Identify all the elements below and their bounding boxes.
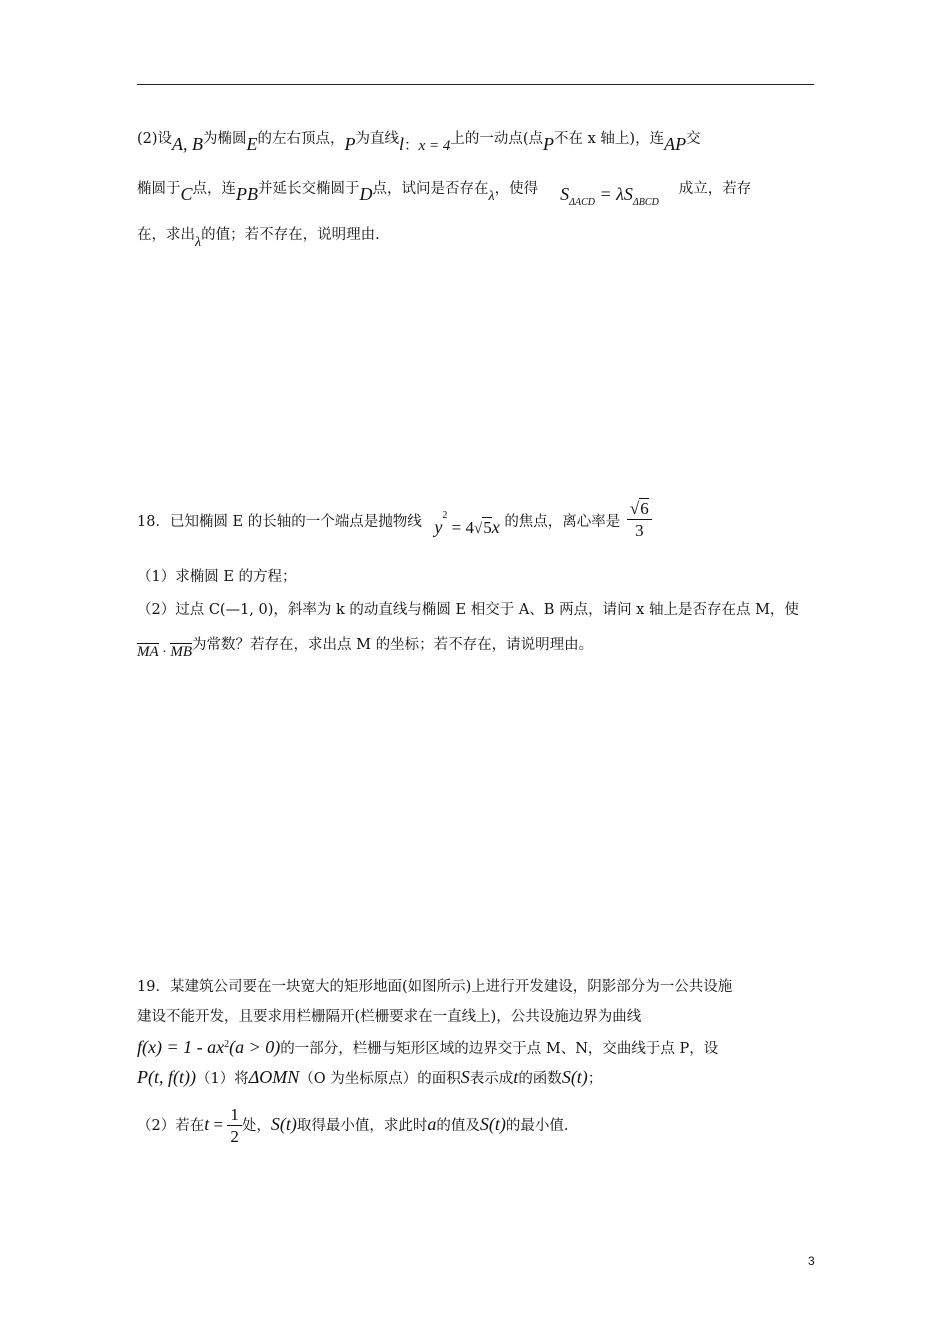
math-triangle-OMN: ΔOMN bbox=[248, 1067, 300, 1087]
math-P: P bbox=[344, 134, 356, 154]
text: 的一部分，栏栅与矩形区域的边界交于点 M、N，交曲线于点 P，设 bbox=[280, 1041, 719, 1057]
text: 的左右顶点， bbox=[257, 131, 345, 147]
text: 的最小值. bbox=[505, 1117, 569, 1134]
text: ； bbox=[587, 1071, 603, 1087]
math-subscript: ΔBCD bbox=[632, 197, 659, 208]
text: （1）将 bbox=[195, 1071, 249, 1087]
text: 成立，若存 bbox=[678, 181, 752, 197]
math-AP: AP bbox=[664, 134, 687, 154]
math-t: t bbox=[204, 1113, 210, 1134]
q17-part2-line3 bbox=[137, 227, 380, 250]
q18-line2: （1）求椭圆 E 的方程； bbox=[137, 569, 297, 585]
text: 18．已知椭圆 E 的长轴的一个端点是抛物线 bbox=[137, 513, 422, 530]
math-S: S bbox=[560, 184, 570, 204]
q18-line1: 18．已知椭圆 E 的长轴的一个端点是抛物线 $y^2 = 4√5x$ 的焦点，离心率是 $\frac{√6}{3}$ bbox=[137, 500, 652, 544]
text: 的焦点，离心率是 bbox=[504, 513, 621, 530]
math-D: D bbox=[359, 184, 373, 204]
math-superscript: 2 bbox=[442, 509, 448, 521]
math-denominator: 3 bbox=[635, 521, 644, 541]
math-PB: PB bbox=[236, 184, 259, 204]
text: 椭圆于 bbox=[137, 181, 181, 197]
q19-line5 bbox=[137, 1104, 568, 1148]
math-S-of-t: S(t) bbox=[561, 1067, 588, 1087]
text: 点，连 bbox=[192, 181, 237, 197]
math-dot: · bbox=[158, 645, 171, 660]
math-eq-lambda-S: = λS bbox=[594, 184, 633, 204]
q19-line4 bbox=[137, 1068, 602, 1087]
text: 交 bbox=[686, 131, 701, 147]
text: 的值；若不存在，说明理由. bbox=[201, 227, 380, 243]
text: 处， bbox=[241, 1117, 271, 1134]
text: 的值及 bbox=[436, 1117, 480, 1134]
text: 为常数？若存在，求出点 M 的坐标；若不存在，请说明理由。 bbox=[192, 637, 594, 653]
math-S-of-t: S(t) bbox=[479, 1113, 506, 1134]
q19-line1: 19．某建筑公司要在一块宽大的矩形地面(如图所示)上进行开发建设，阴影部分为一公共设施 bbox=[137, 979, 733, 995]
math-vector-MB: MB bbox=[170, 644, 193, 660]
math-vector-MA: MA bbox=[137, 644, 159, 660]
text: 点，试问是否存在 bbox=[372, 181, 489, 197]
text: ，使得 bbox=[494, 181, 539, 197]
text: 不在 x 轴上)，连 bbox=[554, 131, 665, 147]
q18-line3: （2）过点 C(—1, 0)，斜率为 k 的动直线与椭圆 E 相交于 A、B 两点，请问 x 轴上是否存在点 M，使 bbox=[137, 602, 799, 618]
math-eq: = bbox=[209, 1114, 228, 1134]
math-superscript: 2 bbox=[224, 1039, 230, 1051]
text: 并延长交椭圆于 bbox=[258, 181, 360, 197]
q17-part2-line1 bbox=[137, 128, 701, 154]
text: 取得最小值，求此时 bbox=[296, 1117, 428, 1134]
text: ： bbox=[404, 138, 419, 154]
math-l: l bbox=[399, 134, 405, 154]
math-lambda: λ bbox=[195, 235, 202, 250]
page-number: 3 bbox=[808, 1254, 815, 1268]
text: 的函数 bbox=[518, 1071, 562, 1087]
math-C: C bbox=[180, 184, 193, 204]
math-sqrt-5: 5 bbox=[483, 517, 492, 537]
text: （2）若在 bbox=[137, 1117, 205, 1134]
q19-line2: 建设不能开发，且要求用栏栅隔开(栏栅要求在一直线上)，公共设施边界为曲线 bbox=[137, 1009, 642, 1025]
math-S-of-t: S(t) bbox=[270, 1113, 297, 1134]
text: 为椭圆 bbox=[203, 131, 247, 147]
math-sqrt-6: 6 bbox=[640, 499, 649, 518]
q18-line4 bbox=[137, 637, 594, 660]
text: (2)设 bbox=[137, 131, 173, 147]
q19-line3 bbox=[137, 1038, 718, 1057]
math-AB: A, B bbox=[172, 134, 204, 154]
math-t: t bbox=[513, 1067, 519, 1087]
math-condition: (a > 0) bbox=[229, 1037, 281, 1057]
math-P: P bbox=[543, 134, 555, 154]
math-y: y bbox=[434, 516, 443, 537]
text: 表示成 bbox=[469, 1071, 514, 1087]
header-rule bbox=[137, 84, 814, 85]
math-x: x bbox=[491, 516, 500, 537]
eccentricity-fraction: $\frac{√6}{3}$ bbox=[627, 498, 652, 542]
math-x-eq-4: x = 4 bbox=[418, 138, 451, 154]
math-f-of-x: f(x) = 1 - ax bbox=[137, 1037, 225, 1057]
one-half-fraction bbox=[227, 1104, 242, 1148]
math-S: S bbox=[460, 1067, 470, 1087]
text: （O 为坐标原点）的面积 bbox=[299, 1071, 461, 1087]
math-denominator: 2 bbox=[230, 1127, 239, 1147]
text: 在，求出 bbox=[137, 227, 195, 243]
math-E: E bbox=[246, 134, 258, 154]
math-subscript: ΔACD bbox=[569, 197, 595, 208]
text: 为直线 bbox=[355, 131, 400, 147]
math-numerator: 1 bbox=[227, 1104, 242, 1126]
math-P-t-ft: P(t, f(t)) bbox=[137, 1067, 196, 1087]
math-lambda: λ bbox=[488, 189, 495, 204]
text: 上的一动点(点 bbox=[450, 131, 544, 147]
math-eq-4: = 4 bbox=[447, 517, 474, 537]
math-a: a bbox=[427, 1113, 437, 1134]
